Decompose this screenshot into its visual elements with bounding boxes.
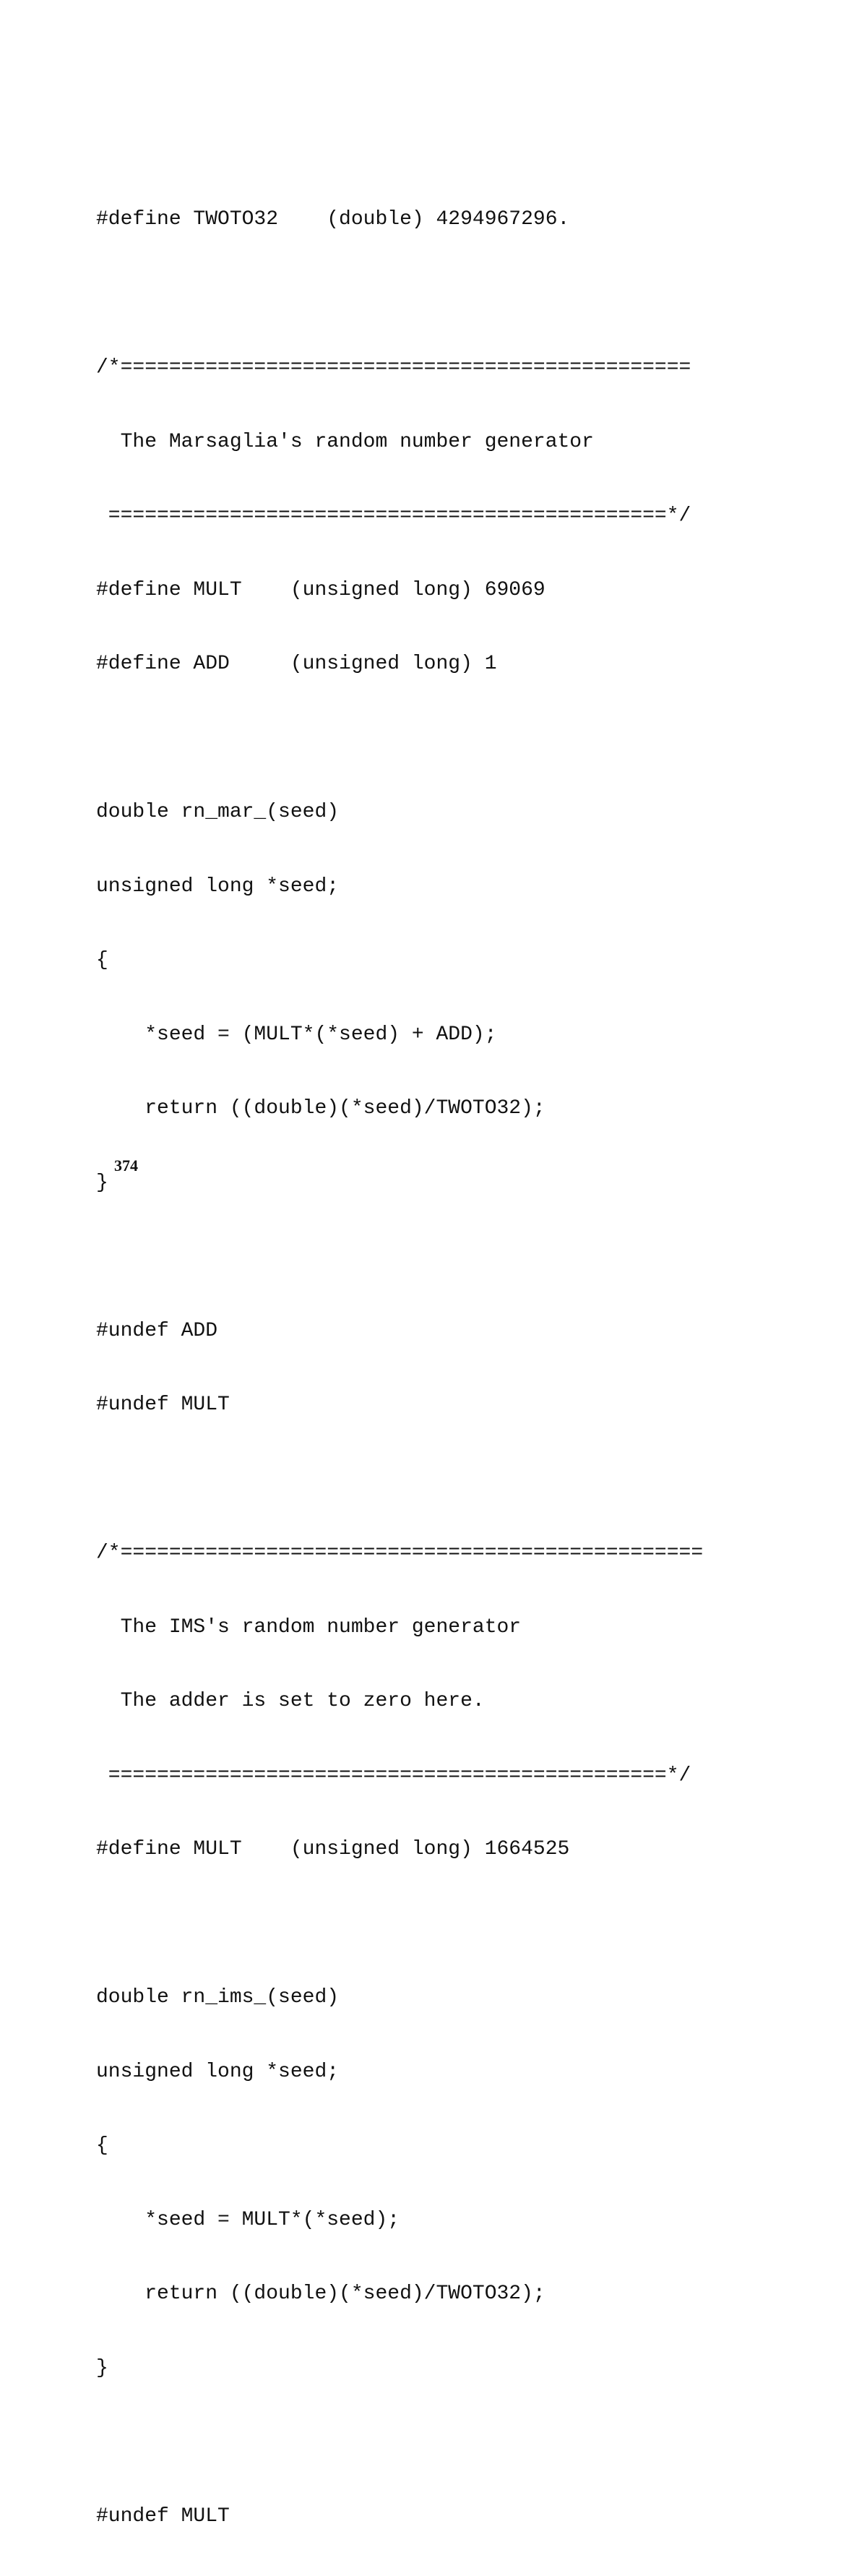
code-line xyxy=(96,1910,703,1939)
code-line: The Marsaglia's random number generator xyxy=(96,430,594,453)
code-line: return ((double)(*seed)/TWOTO32); xyxy=(96,2283,545,2305)
code-line: The IMS's random number generator xyxy=(96,1615,522,1639)
code-line: *seed = MULT*(*seed); xyxy=(96,2208,400,2231)
code-line: /*=============================================== xyxy=(96,356,691,379)
code-line: ==============================================*/ xyxy=(96,505,691,527)
code-line: ==============================================*/ xyxy=(96,1764,691,1787)
code-line: unsigned long *seed; xyxy=(96,875,340,898)
code-line: #undef MULT xyxy=(96,2504,230,2528)
code-line: #define MULT (unsigned long) 1664525 xyxy=(96,1838,570,1860)
code-listing xyxy=(96,160,703,2576)
code-line: #define ADD (unsigned long) 1 xyxy=(96,653,497,675)
code-line: unsigned long *seed; xyxy=(96,2060,340,2083)
code-line: /*================================================ xyxy=(96,1542,704,1564)
code-line: { xyxy=(96,2134,108,2157)
code-line: #undef ADD xyxy=(96,1319,218,1342)
code-line: #define TWOTO32 (double) 4294967296. xyxy=(96,208,570,231)
code-line: The adder is set to zero here. xyxy=(96,1690,485,1712)
code-line: } xyxy=(96,1171,108,1194)
code-line: *seed = (MULT*(*seed) + ADD); xyxy=(96,1023,497,1046)
code-line xyxy=(96,280,703,309)
page-number: 374 xyxy=(114,1156,138,1175)
code-line: #define MULT (unsigned long) 69069 xyxy=(96,578,545,601)
code-line xyxy=(96,1242,703,1272)
code-line: double rn_ims_(seed) xyxy=(96,1986,340,2009)
code-line: } xyxy=(96,2356,108,2379)
code-line xyxy=(96,2428,703,2457)
code-line: return ((double)(*seed)/TWOTO32); xyxy=(96,1097,545,1120)
code-line: #undef MULT xyxy=(96,1394,230,1416)
code-line: { xyxy=(96,949,108,971)
code-line xyxy=(96,724,703,754)
code-line: double rn_mar_(seed) xyxy=(96,801,340,823)
code-line xyxy=(96,1465,703,1495)
